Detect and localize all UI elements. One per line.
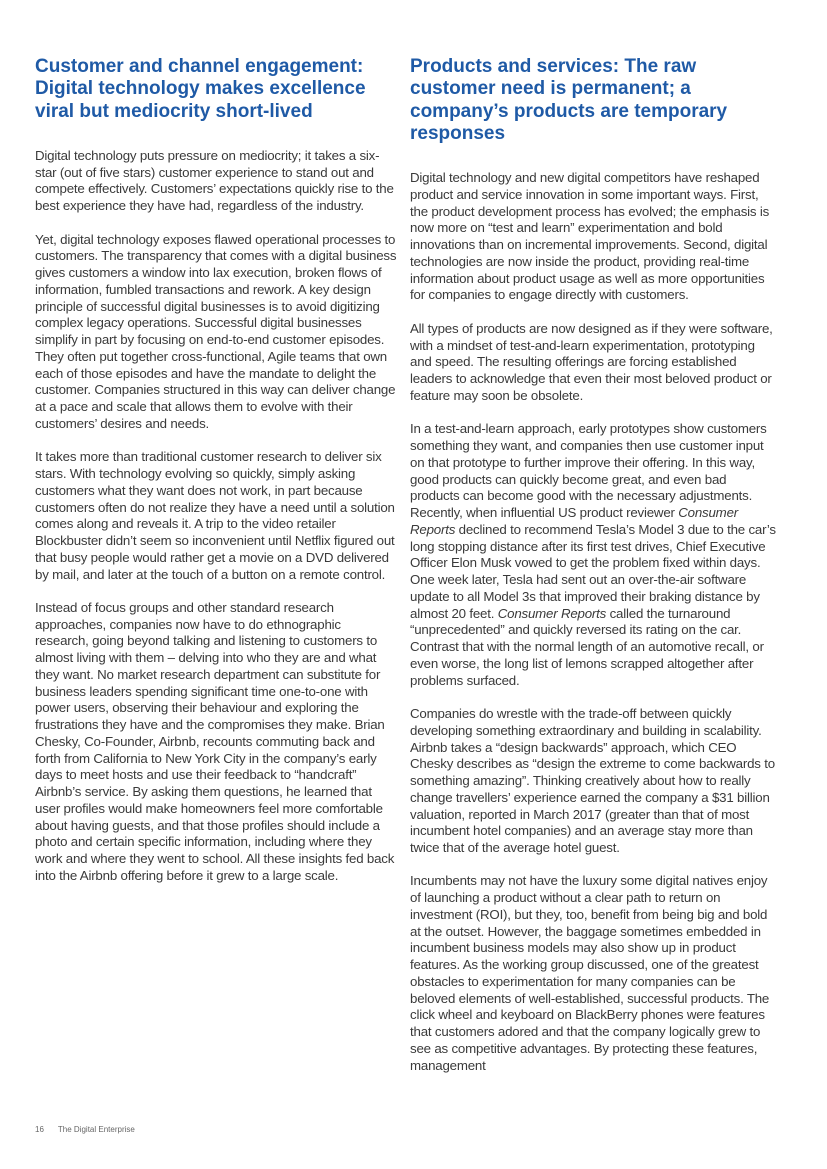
paragraph: Digital technology and new digital competitors have reshaped product and service innovation in some important ways. First, the product development process has evolved; the emphasis is now more on “test and learn” experimentation and bold innovations than on incremental improvements. Second, digital technologies are now inside the product, providing real-time information about product usage as well as more opportunities for companies to engage directly with customers. xyxy=(410,170,770,303)
publication-name: Consumer Reports xyxy=(410,505,738,537)
paragraph: Yet, digital technology exposes flawed operational processes to customers. The transparency that comes with a digital business gives customers a window into lax execution, broken flows of information, fumbled transactions and rework. A key design principle of successful digital businesses is to avoid digitizing complex legacy operations. Successful digital businesses simplify in part by focusing on end-to-end customer episodes. They often put together cross-functional, Agile teams that own each of those episodes and have the mandate to delight the customer. Companies structured in this way can deliver change at a pace and scale that allows them to evolve with their customers’ desires and needs. xyxy=(35,231,397,431)
paragraph xyxy=(410,421,776,689)
publication-name: Consumer Reports xyxy=(497,605,607,621)
page-number: 16 xyxy=(35,1125,44,1134)
text-run: called the turnaround “unprecedented” and quickly reversed its rating on the car. Contrast that with the normal length of an automotive recall, or even worse, the long list of lemons scrapped altogether after problems surfaced. xyxy=(410,605,764,688)
paragraph: It takes more than traditional customer research to deliver six stars. With technology evolving so quickly, simply asking customers what they want does not work, in part because customers often do not realize they have a need until a solution comes along and reveals it. A trip to the video retailer Blockbuster didn’t seem so inconvenient until Netflix figured out that busy people would rather get a movie on a DVD delivered by mail, and later at the touch of a button on a remote control. xyxy=(35,449,395,582)
right-column xyxy=(410,56,776,1091)
paragraph: Incumbents may not have the luxury some digital natives enjoy of launching a product without a clear path to return on investment (ROI), but they, too, benefit from being big and bold at the outset. However, the baggage sometimes embedded in incumbent business models may also show up in product features. As the working group discussed, one of the greatest obstacles to experimentation for many companies can be beloved elements of well-established, successful products. The click wheel and keyboard on BlackBerry phones were features that customers adored and that the company logically grew to see as competitive advantages. By protecting these features, management xyxy=(410,873,770,1073)
left-column xyxy=(35,56,397,901)
section-heading-products-services: Products and services: The raw customer need is permanent; a company’s products are temporary responses xyxy=(410,56,728,144)
paragraph: Digital technology puts pressure on mediocrity; it takes a six-star (out of five stars) customer experience to stand out and compete effectively. Customers’ expectations quickly rise to the best experience they have had, regardless of the industry. xyxy=(35,147,394,214)
paragraph: Instead of focus groups and other standard research approaches, companies now have to do ethnographic research, going beyond talking and listening to customers to almost living with them – delving into who they are and what they want. No market research department can substitute for business leaders spending significant time one-to-one with power users, observing their behaviour and exploring the frustrations they have and the compromises they make. Brian Chesky, Co-Founder, Airbnb, recounts commuting back and forth from California to New York City in the company’s early days to meet hosts and use their feedback to “handcraft” Airbnb’s service. By asking them questions, he learned that user profiles would make homeowners feel more comfortable about having guests, and that those profiles should include a photo and certain specific information, including where they work and where they went to school. All these insights fed back into the Airbnb offering before it grew to a large scale. xyxy=(35,599,395,883)
section-heading-customer-engagement: Customer and channel engagement: Digital technology makes excellence viral but mediocrity short-lived xyxy=(35,56,366,122)
text-run: declined to recommend Tesla’s Model 3 due to the car’s long stopping distance after its first test drives, Chief Executive Officer Elon Musk vowed to get the problem fixed within days. One week later, Tesla had sent out an over-the-air software update to all Model 3s that improved their braking distance by almost 20 feet. xyxy=(410,521,776,621)
page-footer xyxy=(35,1125,135,1134)
paragraph: Companies do wrestle with the trade-off between quickly developing something extraordinary and building in scalability. Airbnb takes a “design backwards” approach, which CEO Chesky describes as “design the extreme to come backwards to something amazing”. Thinking creatively about how to really change travellers’ experience earned the company a $31 billion valuation, reported in March 2017 (greater than that of most incumbent hotel companies) and an average stay more than twice that of the average hotel guest. xyxy=(410,706,775,855)
publication-title: The Digital Enterprise xyxy=(57,1125,135,1134)
paragraph: All types of products are now designed as if they were software, with a mindset of test-and-learn experimentation, prototyping and speed. The resulting offerings are forcing established leaders to acknowledge that even their most beloved product or feature may soon be obsolete. xyxy=(410,320,773,403)
text-run: In a test-and-learn approach, early prototypes show customers something they want, and companies then use customer input on that prototype to further improve their offering. In this way, good products can quickly become great, and even bad products can become good with the necessary adjustments. Recently, when influential US product reviewer xyxy=(410,421,767,521)
